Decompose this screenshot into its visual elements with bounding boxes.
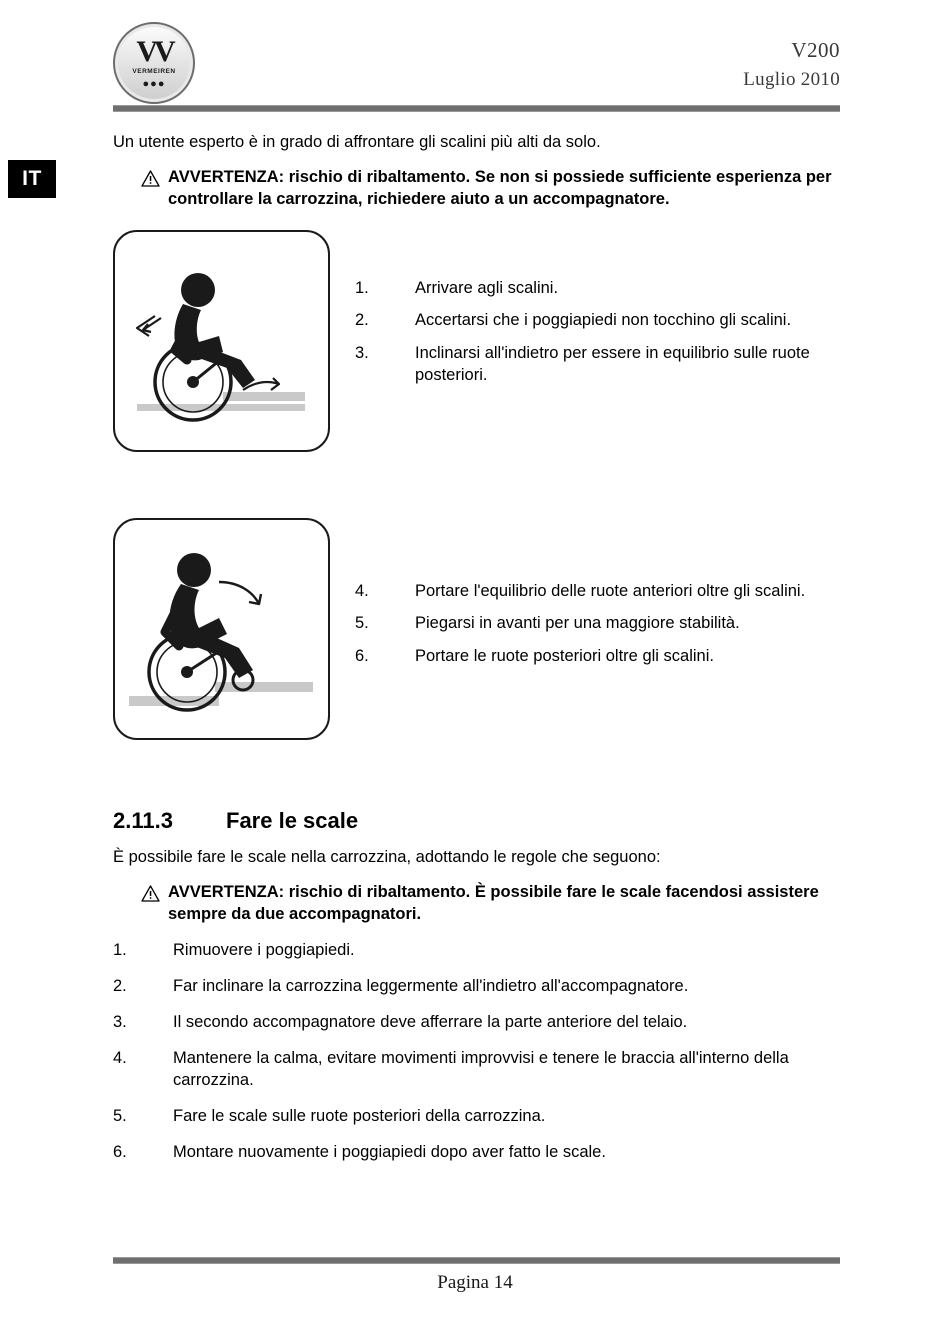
list-item-text: Il secondo accompagnatore deve afferrare la parte anteriore del telaio.	[173, 1012, 688, 1031]
step-text: Portare l'equilibrio delle ruote anteriori oltre gli scalini.	[415, 582, 806, 601]
language-tab-it: IT	[8, 160, 56, 198]
warning-label-2: AVVERTENZA	[168, 883, 279, 902]
step-item	[355, 612, 843, 634]
warning-text-1	[168, 167, 843, 210]
step-number: 1.	[355, 279, 369, 298]
warning-block-2	[141, 882, 843, 925]
figure-block-2	[113, 518, 843, 740]
wheelchair-tilt-back-illustration	[113, 230, 330, 452]
warning-body-2: : rischio di ribaltamento. È possibile fare le scale facendosi assistere sempre da due accompagnatori.	[168, 883, 819, 923]
step-number: 2.	[355, 311, 369, 330]
warning-text-2	[168, 882, 843, 925]
warning-triangle-icon	[141, 885, 160, 902]
logo-circle	[118, 27, 190, 99]
list-item-text: Montare nuovamente i poggiapiedi dopo aver fatto le scale.	[173, 1142, 606, 1161]
list-item-text: Mantenere la calma, evitare movimenti improvvisi e tenere le braccia all'interno della carrozzina.	[173, 1048, 789, 1090]
list-item-number: 4.	[113, 1048, 127, 1067]
step-text: Portare le ruote posteriori oltre gli scalini.	[415, 646, 714, 665]
step-item	[355, 580, 843, 602]
list-item	[113, 1141, 843, 1164]
list-item	[113, 975, 843, 998]
step-item	[355, 309, 843, 331]
list-item-text: Far inclinare la carrozzina leggermente all'indietro all'accompagnatore.	[173, 977, 689, 996]
section-number: 2.11.3	[113, 808, 173, 834]
warning-label-1: AVVERTENZA	[168, 168, 279, 187]
warning-block-1	[141, 167, 843, 210]
list-item-text: Fare le scale sulle ruote posteriori della carrozzina.	[173, 1107, 546, 1126]
list-item	[113, 1047, 843, 1093]
warning-triangle-icon	[141, 170, 160, 187]
step-item	[355, 342, 843, 387]
figure-2-steps	[330, 518, 843, 740]
product-model: V200	[791, 38, 840, 62]
list-item	[113, 939, 843, 962]
step-text: Accertarsi che i poggiapiedi non tocchino gli scalini.	[415, 311, 792, 330]
step-item	[355, 645, 843, 667]
logo-dots-icon: ●●●	[142, 78, 166, 90]
page-content	[113, 131, 843, 1177]
step-number: 6.	[355, 646, 369, 665]
header-divider	[113, 105, 840, 112]
stairs-steps-list	[113, 939, 843, 1163]
logo-initials: VV	[136, 35, 172, 68]
list-item-number: 5.	[113, 1107, 127, 1126]
section-paragraph: È possibile fare le scale nella carrozzina, adottando le regole che seguono:	[113, 848, 661, 867]
header-meta	[743, 38, 840, 91]
list-item-number: 1.	[113, 941, 127, 960]
section-title: Fare le scale	[226, 808, 359, 834]
logo-brand-name: VERMEIREN	[132, 68, 176, 75]
list-item-number: 6.	[113, 1142, 127, 1161]
step-text: Piegarsi in avanti per una maggiore stabilità.	[415, 614, 740, 633]
step-text: Inclinarsi all'indietro per essere in equilibrio sulle ruote posteriori.	[415, 343, 810, 384]
step-text: Arrivare agli scalini.	[415, 279, 559, 298]
figure-1-steps	[330, 230, 843, 452]
wheelchair-lean-forward-illustration	[113, 518, 330, 740]
intro-paragraph: Un utente esperto è in grado di affrontare gli scalini più alti da solo.	[113, 133, 601, 151]
list-item-text: Rimuovere i poggiapiedi.	[173, 941, 355, 960]
vermeiren-logo	[113, 22, 195, 104]
page-number: Pagina 14	[437, 1272, 513, 1293]
step-number: 5.	[355, 614, 369, 633]
warning-body-1: : rischio di ribaltamento. Se non si possiede sufficiente esperienza per controllare la carrozzina, richiedere aiuto a un accompagnatore.	[168, 168, 832, 208]
document-date: Luglio 2010	[743, 69, 840, 90]
section-heading	[113, 808, 843, 834]
footer-divider	[113, 1257, 840, 1264]
list-item	[113, 1011, 843, 1034]
step-item	[355, 277, 843, 299]
list-item-number: 2.	[113, 977, 127, 996]
page-header	[113, 22, 840, 108]
figure-block-1	[113, 230, 843, 452]
step-number: 4.	[355, 582, 369, 601]
list-item-number: 3.	[113, 1012, 127, 1031]
step-number: 3.	[355, 343, 369, 362]
list-item	[113, 1105, 843, 1128]
